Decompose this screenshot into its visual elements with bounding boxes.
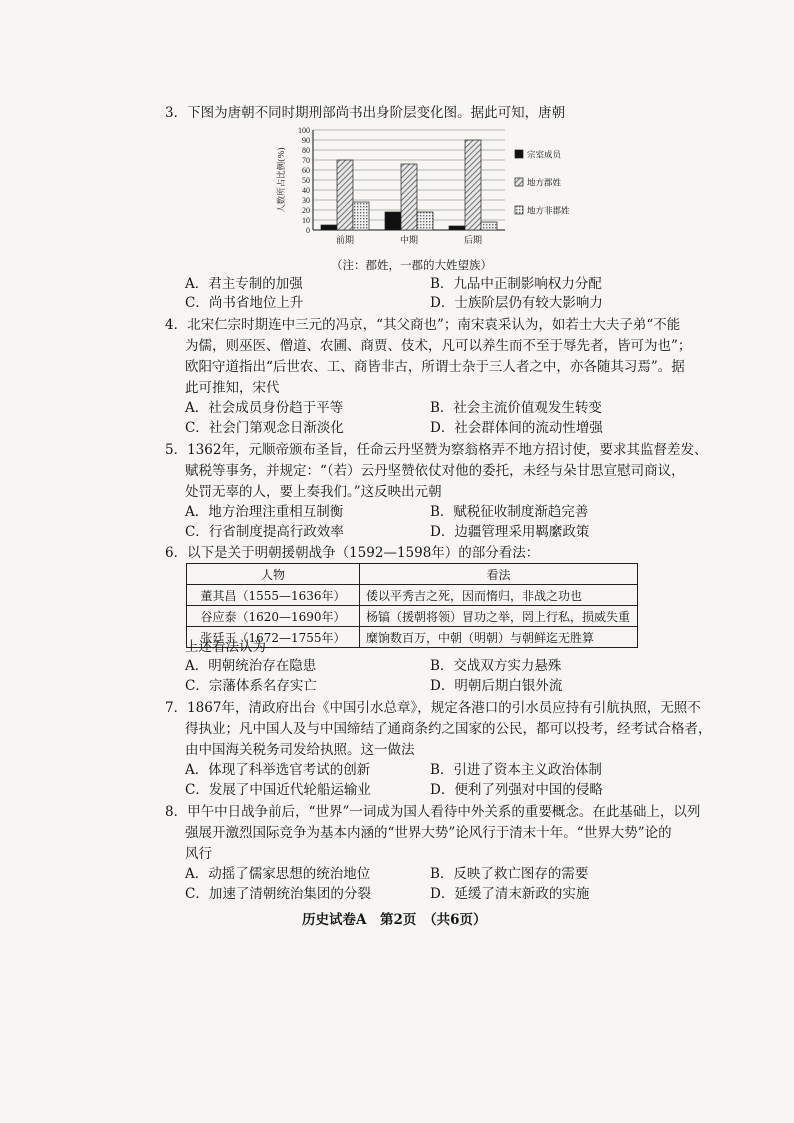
- legend-swatch: [515, 206, 523, 214]
- q8-line-2: 强展开激烈国际竞争为基本内涵的“世界大势”论风行于清末十年。“世界大势”论的: [185, 825, 672, 841]
- q7-option-c: C．发展了中国近代轮船运输业: [185, 782, 371, 798]
- y-tick-label: 90: [302, 136, 310, 145]
- y-tick-label: 50: [302, 176, 310, 185]
- q5-line-3: 处罚无辜的人，要上奏我们。”这反映出元朝: [185, 484, 442, 500]
- q3-option-c: C．尚书省地位上升: [185, 295, 304, 311]
- q5-line-1: 5．1362年，元顺帝颁布圣旨，任命云丹坚赞为察翁格弄不地方招讨使，要求其监督差发、: [165, 442, 708, 458]
- q6-stem: 6．以下是关于明朝援朝战争（1592—1598年）的部分看法：: [165, 545, 540, 561]
- legend-label: 宗室成员: [527, 150, 562, 161]
- q3-bar-chart: [270, 122, 570, 254]
- table-cell-view: 杨镐（援朝将领）冒功之举，罔上行私，损威失重: [360, 606, 638, 627]
- q4-line-3: 欧阳守道指出“后世农、工、商皆非古，所谓士杂于三人者之中，亦各随其习焉”。据: [185, 359, 685, 375]
- q4-line-4: 此可推知，宋代: [185, 380, 280, 396]
- x-tick-label: 前期: [335, 236, 355, 246]
- q5-option-c: C．行省制度提高行政效率: [185, 524, 344, 540]
- x-tick-label: 中期: [399, 236, 419, 246]
- page-footer: 历史试卷A 第2页 （共6页）: [302, 912, 487, 928]
- y-axis-label: 人数所占比例(%): [277, 147, 287, 213]
- y-tick-label: 80: [302, 146, 310, 155]
- legend-label: 地方郡姓: [527, 178, 562, 189]
- table-cell-view: 糜饷数百万，中朝（明朝）与朝鲜迄无胜算: [360, 627, 638, 648]
- y-tick-label: 100: [298, 126, 310, 135]
- q4-option-d: D．社会群体间的流动性增强: [430, 420, 603, 436]
- table-cell-person: 谷应泰（1620—1690年）: [187, 606, 360, 627]
- y-tick-label: 0: [306, 226, 310, 235]
- q8-option-a: A．动摇了儒家思想的统治地位: [185, 866, 371, 882]
- q7-line-1: 7．1867年，清政府出台《中国引水总章》，规定各港口的引水员应持有引航执照，无照不: [165, 700, 701, 716]
- table-cell-view: 倭以平秀吉之死，因而惰归，非战之功也: [360, 585, 638, 606]
- q6-option-d: D．明朝后期白银外流: [430, 678, 563, 694]
- legend-label: 地方非郡姓: [527, 206, 570, 217]
- y-tick-label: 20: [302, 206, 310, 215]
- q6-table: [186, 563, 638, 648]
- q6-after: 上述看法认为: [185, 639, 266, 655]
- q7-option-a: A．体现了科举选官考试的创新: [185, 762, 371, 778]
- q4-line-2: 为儒，则巫医、僧道、农圃、商贾、伎术，凡可以养生而不至于辱先者，皆可为也”；: [185, 338, 692, 354]
- bar: [481, 222, 497, 230]
- q8-line-3: 风行: [185, 846, 212, 862]
- legend-swatch: [515, 178, 523, 186]
- q5-option-b: B．赋税征收制度渐趋完善: [430, 504, 589, 520]
- bar: [353, 202, 369, 230]
- q5-line-2: 赋税等事务，并规定：“（若）云丹坚赞依仗对他的委托，未经与朵甘思宣慰司商议，: [185, 463, 685, 479]
- y-tick-label: 30: [302, 196, 310, 205]
- q7-line-2: 得执业；凡中国人及与中国缔结了通商条约之国家的公民，都可以投考，经考试合格者，: [185, 721, 712, 737]
- q4-option-a: A．社会成员身份趋于平等: [185, 400, 344, 416]
- q3-option-a: A．君主专制的加强: [185, 276, 303, 292]
- q6-option-a: A．明朝统治存在隐患: [185, 658, 317, 674]
- bar: [417, 212, 433, 230]
- q5-option-d: D．边疆管理采用羁縻政策: [430, 524, 590, 540]
- table-header-person: 人物: [187, 564, 360, 585]
- y-tick-label: 60: [302, 166, 310, 175]
- q4-option-b: B．社会主流价值观发生转变: [430, 400, 602, 416]
- bar: [465, 140, 481, 230]
- table-cell-person: 董其昌（1555—1636年）: [187, 585, 360, 606]
- q3-option-b: B．九品中正制影响权力分配: [430, 276, 602, 292]
- q3-note: （注：郡姓，一郡的大姓望族）: [331, 258, 492, 272]
- bar: [449, 226, 465, 230]
- q7-line-3: 由中国海关税务司发给执照。这一做法: [185, 742, 415, 758]
- bar: [385, 212, 401, 230]
- y-tick-label: 40: [302, 186, 310, 195]
- table-cell-person: 张廷玉（1672—1755年）: [187, 627, 360, 648]
- table-row: [187, 585, 638, 606]
- q5-option-a: A．地方治理注重相互制衡: [185, 504, 344, 520]
- q7-option-b: B．引进了资本主义政治体制: [430, 762, 602, 778]
- y-tick-label: 10: [302, 216, 310, 225]
- q8-option-b: B．反映了救亡图存的需要: [430, 866, 589, 882]
- legend-swatch: [515, 150, 523, 158]
- q4-option-c: C．社会门第观念日渐淡化: [185, 420, 344, 436]
- q6-option-b: B．交战双方实力悬殊: [430, 658, 562, 674]
- table-header-view: 看法: [360, 564, 638, 585]
- q6-option-c: C．宗藩体系名存实亡: [185, 678, 317, 694]
- q4-line-1: 4．北宋仁宗时期连中三元的冯京，“其父商也”；南宋袁采认为，如若士大夫子弟“不能: [165, 317, 681, 333]
- q3-stem: 3．下图为唐朝不同时期刑部尚书出身阶层变化图。据此可知，唐朝: [165, 105, 566, 121]
- q3-option-d: D．士族阶层仍有较大影响力: [430, 295, 603, 311]
- y-tick-label: 70: [302, 156, 310, 165]
- q8-option-c: C．加速了清朝统治集团的分裂: [185, 886, 371, 902]
- table-header-row: [187, 564, 638, 585]
- bar: [337, 160, 353, 230]
- q8-line-1: 8．甲午中日战争前后，“世界”一词成为国人看待中外关系的重要概念。在此基础上，以列: [165, 804, 701, 820]
- bar: [321, 225, 337, 230]
- q8-option-d: D．延缓了清末新政的实施: [430, 886, 590, 902]
- table-row: [187, 606, 638, 627]
- x-tick-label: 后期: [463, 236, 483, 246]
- bar: [401, 164, 417, 230]
- q7-option-d: D．便利了列强对中国的侵略: [430, 782, 603, 798]
